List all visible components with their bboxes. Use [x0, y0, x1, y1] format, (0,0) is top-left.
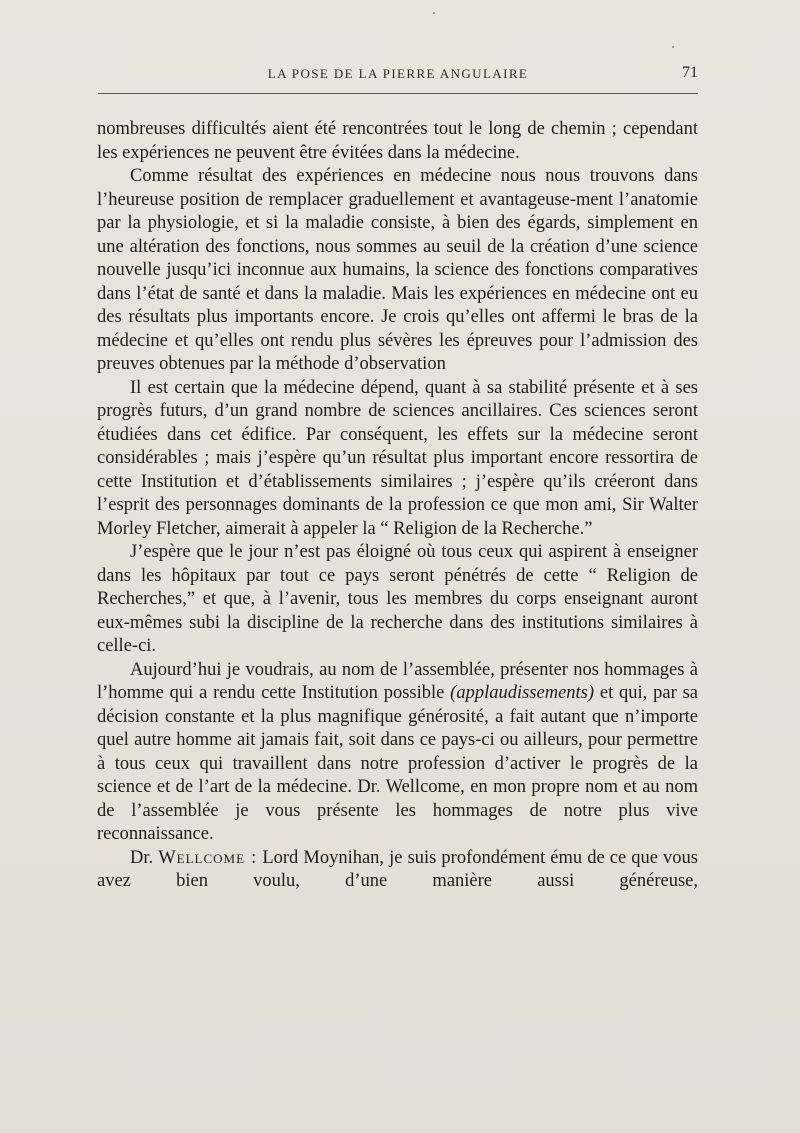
paragraph-5-text-b: et qui, par sa décision constante et la plus magnifique générosité, a fait autant que n’importe quel autre homme ait jamais fait, soit dans ce pays-ci ou ailleurs, pour permettre à tous ceux qui travaillent dans notre profession d’activer le progrès de la science et de l’art de la médecine. Dr. Wellcome, en mon propre nom et au nom de l’assemblée je vous présente les hommages de notre plus vive reconnaissance. — [97, 683, 698, 844]
body-text — [97, 118, 698, 894]
paper-speck — [672, 46, 674, 48]
applause-note: (applaudissements) — [450, 683, 595, 703]
paragraph-1: nombreuses difficultés aient été rencontrées tout le long de chemin ; cependant les expériences ne peuvent être évitées dans la médecine. — [97, 119, 698, 163]
paragraph-5-text-a: Aujourd’hui je voudrais, au nom de l’assemblée, présenter nos hommages à l’homme qui a rendu cette Institution possible — [97, 659, 698, 703]
paragraph-4: J’espère que le jour n’est pas éloigné où tous ceux qui aspirent à enseigner dans les hôpitaux par tout ce pays seront pénétrés de cette “ Religion de Recherches,” et que, à l’avenir, tous les membres du corps enseignant auront eux-mêmes subi la discipline de la recherche dans des institutions similaires à celle-ci. — [97, 542, 698, 656]
paragraph-6 — [97, 847, 698, 894]
running-header — [98, 66, 698, 86]
paper-speck — [433, 12, 435, 14]
header-rule — [98, 93, 698, 94]
page-number: 71 — [682, 64, 698, 81]
running-title: LA POSE DE LA PIERRE ANGULAIRE — [267, 66, 529, 81]
paragraph-2: Comme résultat des expériences en médecine nous nous trouvons dans l’heureuse position de remplacer graduellement et avantageuse-ment l’anatomie par la physiologie, et si la maladie consiste, à bien des égards, simplement en une altération des fonctions, nous sommes au seuil de la création d’une science nouvelle jusqu’ici inconnue aux humains, la science des fonctions comparatives dans l’état de santé et dans la maladie. Mais les expériences en médecine ont eu des résultats plus importants encore. Je crois qu’elles ont affermi le bras de la médecine et qu’elles ont rendu plus sévères les épreuves pour l’admission des preuves obtenues par la méthode d’observation — [97, 166, 698, 374]
paragraph-6-text: Lord Moynihan, je suis profondément ému de ce que vous avez bien voulu, d’une manière aussi généreuse, — [97, 847, 698, 891]
speaker-prefix: Dr. — [130, 847, 159, 868]
speaker-name: Wellcome : — [158, 847, 258, 868]
paragraph-3: Il est certain que la médecine dépend, quant à sa stabilité présente et à ses progrès futurs, d’un grand nombre de sciences ancillaires. Ces sciences seront étudiées dans cet édifice. Par conséquent, les effets sur la médecine seront considérables ; mais j’espère qu’un résultat plus important encore ressortira de cette Institution et d’établissements similaires ; j’espère qu’ils créeront dans l’esprit des personnages dominants de la profession ce que mon ami, Sir Walter Morley Fletcher, aimerait à appeler la “ Religion de la Recherche.” — [97, 377, 698, 539]
paragraph-5 — [97, 659, 698, 847]
